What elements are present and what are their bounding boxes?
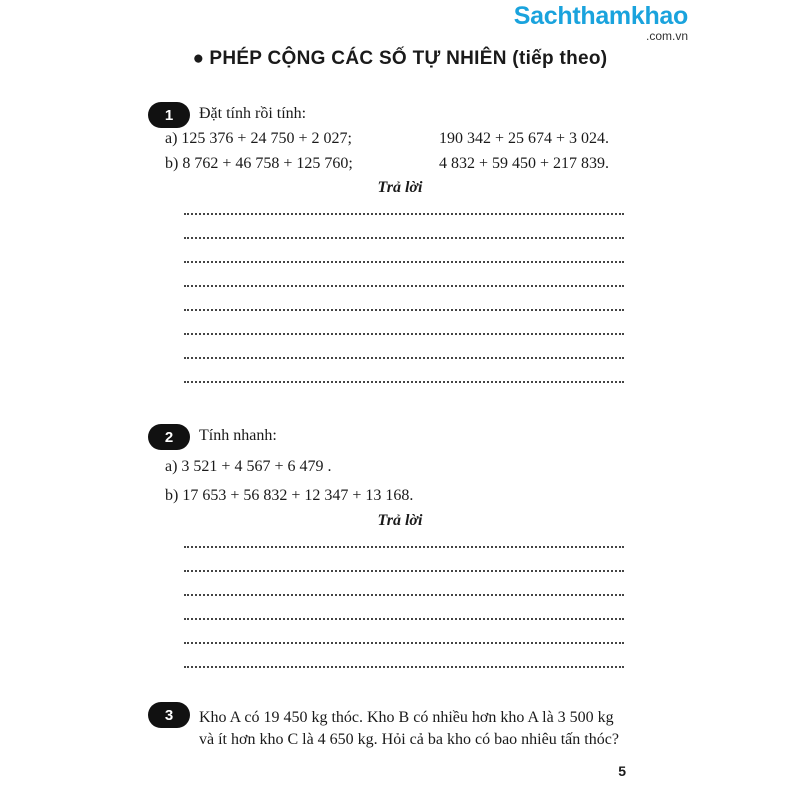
exercise-2-prompt: Tính nhanh: [199, 427, 277, 444]
answer-line[interactable] [184, 237, 624, 239]
exercise-3-line-1: Kho A có 19 450 kg thóc. Kho B có nhiều hơn kho A là 3 500 kg [199, 709, 614, 726]
answer-line[interactable] [184, 333, 624, 335]
page-number: 5 [618, 763, 626, 779]
exercise-2-answer-label: Trả lời [377, 512, 423, 529]
watermark-name: Sachthamkhao [513, 2, 688, 30]
answer-line[interactable] [184, 618, 624, 620]
exercise-1-badge: 1 [148, 102, 190, 128]
exercise-1-prompt: Đặt tính rồi tính: [199, 105, 307, 122]
title-text: PHÉP CỘNG CÁC SỐ TỰ NHIÊN (tiếp theo) [209, 48, 608, 69]
watermark-logo [514, 4, 688, 42]
exercise-3-problem [199, 707, 649, 751]
exercise-2-a: a) 3 521 + 4 567 + 6 479 . [165, 458, 332, 475]
exercise-1-a-right: 190 342 + 25 674 + 3 024. [439, 130, 610, 147]
answer-line[interactable] [184, 570, 624, 572]
answer-line[interactable] [184, 213, 624, 215]
title-bullet: ● [192, 48, 205, 69]
exercise-2-badge: 2 [148, 424, 190, 450]
exercise-3-badge: 3 [148, 702, 190, 728]
exercise-2-b: b) 17 653 + 56 832 + 12 347 + 13 168. [165, 487, 414, 504]
answer-line[interactable] [184, 309, 624, 311]
answer-line[interactable] [184, 594, 624, 596]
exercise-1-b-right: 4 832 + 59 450 + 217 839. [439, 155, 610, 172]
exercise-1-a-left: a) 125 376 + 24 750 + 2 027; [165, 130, 352, 147]
answer-line[interactable] [184, 261, 624, 263]
watermark-domain: .com.vn [645, 29, 688, 43]
exercise-1-answer-label: Trả lời [377, 179, 423, 196]
answer-line[interactable] [184, 546, 624, 548]
answer-line[interactable] [184, 642, 624, 644]
answer-line[interactable] [184, 285, 624, 287]
answer-line[interactable] [184, 666, 624, 668]
answer-line[interactable] [184, 381, 624, 383]
answer-line[interactable] [184, 357, 624, 359]
exercise-1-b-left: b) 8 762 + 46 758 + 125 760; [165, 155, 353, 172]
page-title [0, 48, 800, 70]
exercise-3-line-2: và ít hơn kho C là 4 650 kg. Hỏi cả ba kho có bao nhiêu tấn thóc? [199, 731, 619, 748]
